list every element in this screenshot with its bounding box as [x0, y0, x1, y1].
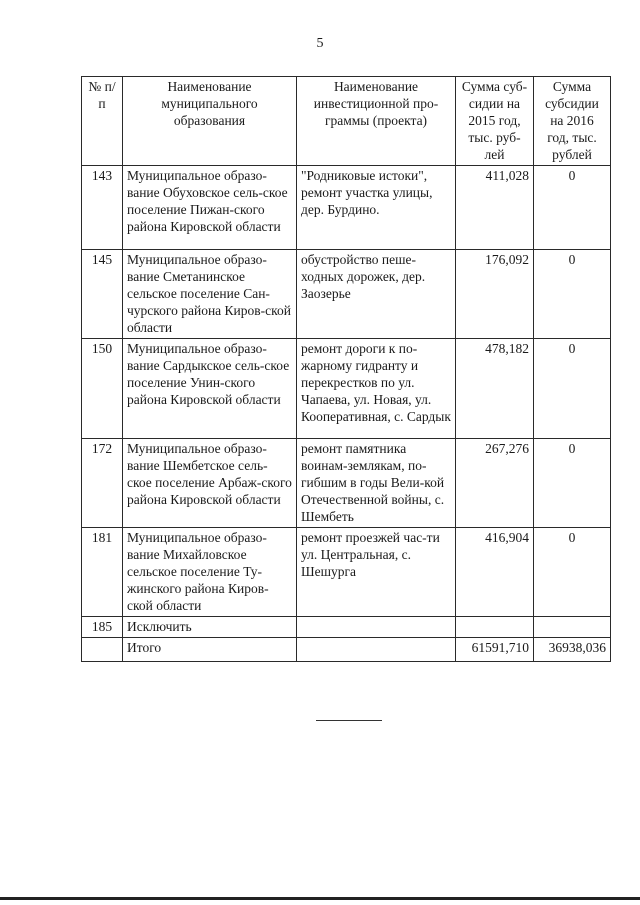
- row-sum-2015: [456, 617, 534, 638]
- total-sum-2016: 36938,036: [534, 638, 611, 662]
- row-number: 143: [82, 166, 123, 250]
- row-number: 145: [82, 250, 123, 339]
- row-program: "Родниковые истоки", ремонт участка улицы, дер. Бурдино.: [297, 166, 456, 250]
- row-program: [297, 617, 456, 638]
- row-sum-2015: 478,182: [456, 339, 534, 439]
- table-header-row: [82, 77, 611, 166]
- subsidy-table: [81, 76, 611, 662]
- row-sum-2016: [534, 617, 611, 638]
- row-sum-2015: 176,092: [456, 250, 534, 339]
- header-municipality: Наименование муниципального образования: [123, 77, 297, 166]
- table-total-row: [82, 638, 611, 662]
- row-sum-2016: 0: [534, 250, 611, 339]
- header-program: Наименование инвестиционной про-граммы (проекта): [297, 77, 456, 166]
- total-sum-2015: 61591,710: [456, 638, 534, 662]
- table-row: [82, 166, 611, 250]
- row-number: 150: [82, 339, 123, 439]
- page-number: 5: [316, 36, 324, 51]
- row-sum-2015: 411,028: [456, 166, 534, 250]
- table-row: [82, 439, 611, 528]
- row-municipality: Муниципальное образо-вание Сардыкское сель-ское поселение Унин-ского района Кировской области: [123, 339, 297, 439]
- total-number: [82, 638, 123, 662]
- row-sum-2016: 0: [534, 166, 611, 250]
- row-sum-2016: 0: [534, 439, 611, 528]
- row-municipality: Муниципальное образо-вание Сметанинское сельское поселение Сан-чурского района Киров-ской области: [123, 250, 297, 339]
- row-program: обустройство пеше-ходных дорожек, дер. Заозерье: [297, 250, 456, 339]
- row-municipality: Муниципальное образо-вание Обуховское сель-ское поселение Пижан-ского района Кировской области: [123, 166, 297, 250]
- header-sum-2015: Сумма суб-сидии на 2015 год, тыс. руб-лей: [456, 77, 534, 166]
- row-sum-2015: 416,904: [456, 528, 534, 617]
- header-sum-2016: Сумма субсидии на 2016 год, тыс. рублей: [534, 77, 611, 166]
- row-municipality: Исключить: [123, 617, 297, 638]
- row-municipality: Муниципальное образо-вание Михайловское сельское поселение Ту-жинского района Киров-ской области: [123, 528, 297, 617]
- row-number: 185: [82, 617, 123, 638]
- row-program: ремонт памятника воинам-землякам, по-гибшим в годы Вели-кой Отечественной войны, с. Шембеть: [297, 439, 456, 528]
- table-row: [82, 528, 611, 617]
- closing-divider: [316, 720, 382, 721]
- table-row: [82, 339, 611, 439]
- table-row: [82, 617, 611, 638]
- row-sum-2016: 0: [534, 528, 611, 617]
- row-number: 181: [82, 528, 123, 617]
- row-program: ремонт проезжей час-ти ул. Центральная, с. Шешурга: [297, 528, 456, 617]
- header-number: № п/п: [82, 77, 123, 166]
- total-program: [297, 638, 456, 662]
- row-sum-2016: 0: [534, 339, 611, 439]
- row-sum-2015: 267,276: [456, 439, 534, 528]
- table-row: [82, 250, 611, 339]
- total-label: Итого: [123, 638, 297, 662]
- row-municipality: Муниципальное образо-вание Шембетское сель-ское поселение Арбаж-ского района Кировской области: [123, 439, 297, 528]
- page-bottom-edge: [0, 897, 640, 900]
- row-number: 172: [82, 439, 123, 528]
- row-program: ремонт дороги к по-жарному гидранту и перекрестков по ул. Чапаева, ул. Новая, ул. Кооперативная, с. Сардык: [297, 339, 456, 439]
